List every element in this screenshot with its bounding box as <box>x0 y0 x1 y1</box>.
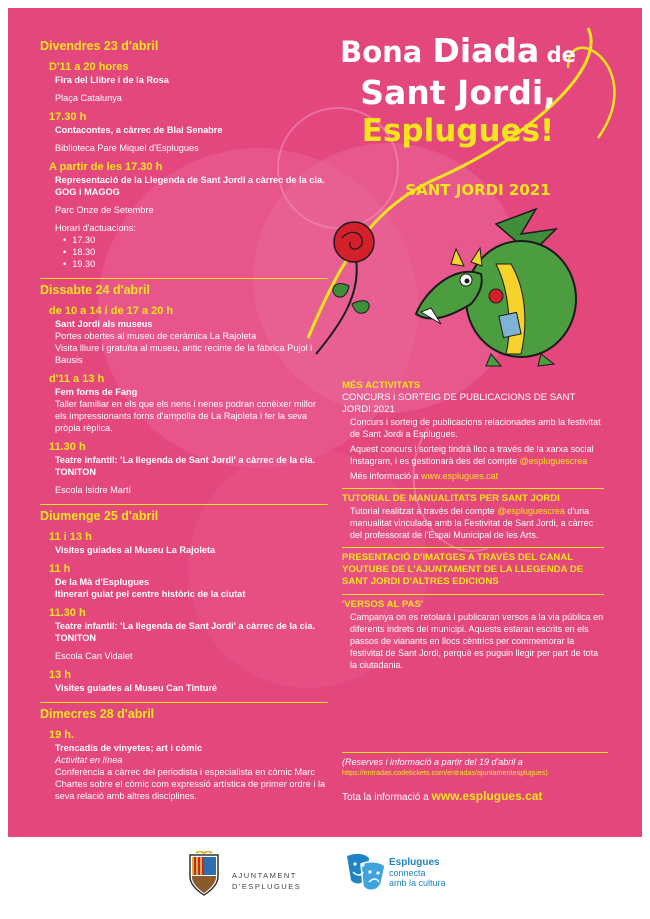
event-time: D'11 a 20 hores <box>49 61 129 73</box>
event <box>40 530 328 556</box>
event-detail: Activitat en línea <box>55 755 123 765</box>
dragon-icon <box>416 209 576 366</box>
event-time: d'11 a 13 h <box>49 373 105 385</box>
poster-title <box>308 32 608 150</box>
event <box>40 440 328 496</box>
event-detail: Fira del Llibre i de la Rosa <box>55 75 169 85</box>
title-line1-c: de <box>539 43 576 67</box>
day-heading: Diumenge 25 d'abril <box>40 504 328 524</box>
event-detail: Trencadís de vinyetes; art i còmic <box>55 743 203 753</box>
reserves-text: (Reserves i informació a partir del 19 d'abril a <box>342 757 523 767</box>
event-detail: Teatre infantil: 'La llegenda de Sant Jordi' a càrrec de la cia. TONITON <box>55 455 316 477</box>
mes-p2: Aquest concurs i sorteig tindrà lloc a través de la xarxa social Instagram, i es gestionarà des del compte <box>350 444 594 466</box>
showtimes-list <box>63 234 328 270</box>
tutorial-instagram-link[interactable]: @espluguescrea <box>497 506 565 516</box>
event-time: 17.30 h <box>49 111 87 123</box>
event-time: 11 h <box>49 563 71 575</box>
mes-p3: Més informació a <box>350 471 422 481</box>
mes-instagram-link[interactable]: @espluguescrea <box>519 456 588 466</box>
program-column <box>40 38 328 802</box>
ajuntament-shield-icon <box>186 851 222 897</box>
event-time: 11.30 h <box>49 607 86 619</box>
event-detail: Biblioteca Pare Miquel d'Esplugues <box>55 143 199 153</box>
esplugues-brand-name: Esplugues <box>389 857 440 868</box>
event <box>40 110 328 154</box>
event <box>40 668 328 694</box>
poster-subtitle: SANT JORDI 2021 <box>405 181 551 199</box>
event-detail: Portes obertes al museu de ceràmica La Rajoleta <box>55 331 257 341</box>
showtime-item: • 19.30 <box>63 258 328 270</box>
footer <box>0 837 650 919</box>
tutorial-heading: TUTORIAL DE MANUALITATS PER SANT JORDI <box>342 493 560 504</box>
title-line3: Esplugues! <box>361 113 555 149</box>
versos-heading: 'VERSOS AL PAS' <box>342 599 424 610</box>
day-heading: Dimecres 28 d'abril <box>40 702 328 722</box>
mes-subheading: CONCURS i SORTEIG DE PUBLICACIONS DE SANT JORDI 2021 <box>342 392 576 415</box>
showtime-item: • 17.30 <box>63 234 328 246</box>
event-detail: Teatre infantil: 'La llegenda de Sant Jordi' a càrrec de la cia. TONITON <box>55 621 316 643</box>
event-time: 11.30 h <box>49 441 86 453</box>
day-heading: Dissabte 24 d'abril <box>40 278 328 298</box>
tutorial-p1-rest: d'una manualitat vinculada amb la Festivitat de Sant Jordi, a càrrec del professorat de l'Espai Municipal de les Arts. <box>350 506 594 540</box>
tota-info-text: Tota la informació a <box>342 792 432 803</box>
tota-info-link[interactable]: www.esplugues.cat <box>431 789 543 803</box>
reserves-link[interactable]: https://entradas.codetickets.com/entradas/ajuntamentesplugues) <box>342 768 548 777</box>
event <box>40 606 328 662</box>
event <box>40 562 328 600</box>
event-detail: Sant Jordi als museus <box>55 319 153 329</box>
tutorial-p1: Tutorial realitzat a través del compte <box>350 506 498 516</box>
dragon-rose-illustration <box>306 204 596 384</box>
event-detail: Visites guiades al Museu Can Tinturé <box>55 683 218 693</box>
event-detail: Contacontes, a càrrec de Blai Senabre <box>55 125 223 135</box>
title-line2: Sant Jordi, <box>360 73 556 112</box>
event <box>40 728 328 802</box>
event-time: A partir de les 17.30 h <box>49 161 163 173</box>
event-detail: De la Mà d'Esplugues <box>55 577 150 587</box>
event-time: 11 i 13 h <box>49 531 92 543</box>
esplugues-tagline-2: amb la cultura <box>389 878 446 888</box>
poster <box>8 8 642 837</box>
event-detail: Fem forns de Fang <box>55 387 138 397</box>
event-time: 19 h. <box>49 729 75 741</box>
theatre-masks-icon <box>343 850 387 896</box>
ajuntament-name <box>232 870 301 892</box>
title-line1-b: Diada <box>432 31 540 70</box>
event <box>40 60 328 104</box>
event-detail: Plaça Catalunya <box>55 93 122 103</box>
event-detail: Taller familiar en els que els nens i nenes podran conèixer millor els impressionants forns d'ampolla de La Rajoleta i fer la seva pròpia rèplica. <box>55 399 316 433</box>
event-detail: Visites guiades al Museu La Rajoleta <box>55 545 216 555</box>
mes-web-link[interactable]: www.esplugues.cat <box>421 471 499 481</box>
event-detail: Escola Can Vidalet <box>55 651 133 661</box>
versos-p1: Campanya on es retolarà i publicaran versos a la via pública en diferents indrets del municipi. Aquests estaran escrits en els passos de vianants en llocs cèntrics per commemorar la festivitat de Sant Jordi, perquè es puguin llegir per part de tota la ciutadania. <box>350 612 604 670</box>
more-activities <box>342 380 604 671</box>
title-line1-a: Bona <box>340 35 433 69</box>
ajuntament-line1: AJUNTAMENT <box>232 871 297 880</box>
info-box <box>342 752 608 803</box>
day-heading: Divendres 23 d'abril <box>40 39 159 53</box>
event-detail: Parc Onze de Setembre <box>55 205 154 215</box>
event <box>40 304 328 366</box>
esplugues-tagline-1: connecta <box>389 868 426 878</box>
event-detail: Horari d'actuacions: <box>55 223 136 233</box>
event-detail: Escola Isidre Martí <box>55 485 132 495</box>
event <box>40 372 328 434</box>
event <box>40 160 328 270</box>
presentacio-heading: PRESENTACIÓ D'IMATGES A TRAVÉS DEL CANAL YOUTUBE DE L'AJUNTAMENT DE LA LLEGENDA DE SANT JORDI D'ALTRES EDICIONS <box>342 552 584 587</box>
event-detail: Visita lliure i gratuïta al museu, antic recinte de la fàbrica Pujol i Bausis <box>55 343 313 365</box>
ajuntament-line2: D'ESPLUGUES <box>232 882 302 891</box>
event-time: 13 h <box>49 669 72 681</box>
mes-p1: Concurs i sorteig de publicacions relacionades amb la festivitat de Sant Jordi a Esplugues. <box>350 417 601 439</box>
rose-icon <box>316 222 374 354</box>
event-detail: Itinerari guiat pel centre històric de la ciutat <box>55 589 246 599</box>
event-time: de 10 a 14 i de 17 a 20 h <box>49 305 174 317</box>
mes-heading: MÉS ACTIVITATS <box>342 380 421 391</box>
showtime-item: • 18.30 <box>63 246 328 258</box>
event-detail: Representació de la Llegenda de Sant Jordi a càrrec de la cia. GOG i MAGOG <box>55 175 325 197</box>
event-detail: Conferència a càrrec del periodista i especialista en còmic Marc Chartes sobre el còmic com expressió artística de primer ordre i la seva relació amb altres disciplines. <box>55 767 326 801</box>
esplugues-tagline <box>389 868 469 888</box>
